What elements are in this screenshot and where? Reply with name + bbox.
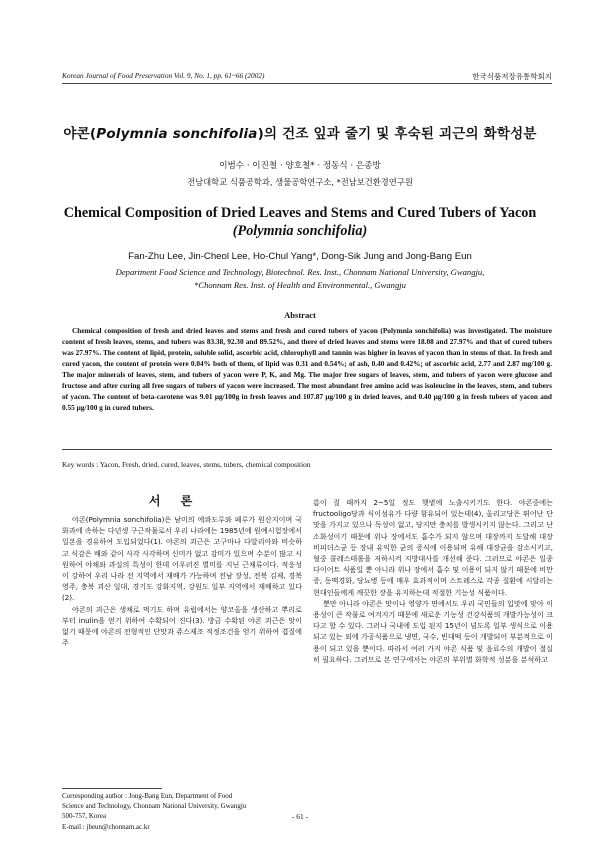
abstract-text: Chemical composition of fresh and dried leaves and stems and fresh and cured tubers of yacon (Polymnia sonchifolia) was investigated. The moisture content of fresh leaves, stems, and tubers was 83.38, 92.30 and 89.52%, and there of dried leaves and stems were 18.08 and 27.97% and that of cured tubers was 27.97%. The content of lipid, protein, soluble solid, ascorbic acid, chlorophyll and tannin was higher in leaves of yacon than in stems of that. In fresh and cured yacon, the content of protein were 0.04% both of them, of lipid was 0.31 and 0.54%; of ash, 0.40 and 0.42%; of ascorbic acid, 2.77 and 2.87 mg/100 g. The major minerals of leaves, stem, and tubers of yacon were P, K, and Mg. The major free sugars of leaves, stem, and tubers of yacon were glucose and fructose and after curing all free sugars of tubers of yacon were increased. The most abundant free amino acid was isoleucine in the leaves, stem, and tubers of yacon. The content of beta-carotene was 9.01 μg/100g in fresh leaves and 107.87 μg/100 g in dried leaves, and 0.40 μg/100 g in fresh tubers of yacon and 0.55 μg/100 g in cured tubers. <box>62 326 552 412</box>
paragraph: 름이 질 때까지 2~5일 정도 햇볕에 노출시키기도 한다. 야콘중에는 fructooligo당과 식이섬유가 다량 함유되어 있는데(4), 올리고당은 뛰어난 단맛을 가지고 있으나 독성이 없고, 당지만 충치를 발생시키지 않는다. 그리고 난소화성이기 때문에 위나 장에서도 흡수가 되지 않으며 대장까지 도달해 대장 비피더스균 등 장내 유익한 균의 증식에 이용되며 유해 대장균을 감소시키고, 혈중 콜레스테롤을 저하시켜 지방대사를 개선해 준다. 그러므로 야콘은 일종 다이어트 식품일 뿐 아니라 위나 장에서 흡수 및 이용이 되지 않기 때문에 비만증, 동맥경화, 당뇨병 등에 매우 효과적이며 스트레스로 각종 질환에 시달리는 현대인들에게 깨끗한 장을 유지하는데 적절한 기능성 식품이다. <box>313 498 553 597</box>
introduction-left-column <box>62 514 302 648</box>
footnote-rule <box>62 788 162 789</box>
species-name: Polymnia sonchifolia <box>96 126 258 142</box>
english-title: Chemical Composition of Dried Leaves and Stems and Cured Tubers of Yacon (Polymnia sonchifolia) <box>63 205 537 239</box>
header-rule <box>62 83 552 84</box>
section-heading-introduction: 서 론 <box>148 494 201 508</box>
page-number: - 61 - <box>291 812 309 821</box>
paragraph: 야콘의 괴근은 생채로 먹기도 하며 유럽에서는 양코올을 생산하고 뿌리로부터 inulin을 얻기 위하여 수확되어 진다(3). 방금 수확된 야콘 괴근은 맛이 없기 때문에 야콘의 전형적인 단맛과 쥬스제조 적정조건을 얻기 위하여 겹질에 주 <box>62 604 302 648</box>
paragraph: 뿐만 아니라 야콘은 맛이나 영양가 면에서도 우리 국민들의 입맛에 맞아 이용성이 큰 작물로 여겨지기 때문에 새로운 기능성 건강식품의 개발가능성이 크다고 할 수 있다. 그러나 국내에 도입 된지 15년이 넘도록 일부 생식으로 이용되고 있는 외에 가공식품으로 냉면, 국수, 빈대떡 등이 개발되어 부분적으로 이용이 되고 있을 뿐이다. 따라서 여러 가지 야콘 식품 및 음료수의 개발이 절실히 필요하다. 그러므로 본 연구에서는 야콘의 부위별 화학적 성분을 분석하고 <box>313 598 553 664</box>
journal-header: Korean Journal of Food Preservation Vol. 9, No. 1, pp. 61~66 (2002) <box>62 71 265 80</box>
keywords: Key words : Yacon, Fresh, dried, cured, leaves, stems, tubers, chemical composition <box>62 460 311 469</box>
english-authors: Fan-Zhu Lee, Jin-Cheol Lee, Ho-Chul Yang*, Dong-Sik Jung and Jong-Bang Eun <box>128 251 472 262</box>
society-header: 한국식품저장유통학회지 <box>472 72 552 81</box>
corresponding-author-footnote: Corresponding author : Jong-Bang Eun, Department of Food Science and Technology, Chonnam National University, Gwangju 500-757, Korea E-mail : jbeun@chonnam.ac.kr <box>62 792 247 831</box>
abstract-rule <box>62 449 552 450</box>
korean-affiliation: 전남대학교 식품공학과, 생물공학연구소, *전남보건환경연구원 <box>187 177 413 187</box>
english-affiliation: Department Food Science and Technology, Biotechnol. Res. Inst., Chonnam National University, Gwangju, *Chonnam Res. Inst. of Health and Environmental., Gwangju <box>115 267 485 290</box>
korean-title: 야콘(Polymnia sonchifolia)의 건조 잎과 줄기 및 후숙된 괴근의 화학성분 <box>63 126 537 142</box>
korean-authors: 이범수 · 이진철 · 양호철* · 정동식 · 은종방 <box>219 161 381 171</box>
abstract-heading: Abstract <box>284 310 316 320</box>
paragraph: 야콘(Polymnia sonchifolia)은 남미의 에콰도루와 페루가 원산지이며 국화과에 속하는 다년생 구근작물로서 우리 나라에는 1985년에 원예시험장에서 일본을 경유하여 도입되었다(1). 야콘의 괴근은 고구마나 다알리아와 비슷하고 식감은 배와 같이 사각 사각하며 신미가 없고 감미가 있으며 수분이 많고 시원하여 야채와 과실의 특성이 한데 어우러진 별미를 지닌 근채류이다. 적응성이 강하여 우리 나라 전 지역에서 재배가 가능하며 전남 장성, 전북 김제, 경북 영주, 충북 괴산 일대, 경기도 강화지역, 강원도 일부 지역에서 재배하고 있다(2). <box>62 515 302 603</box>
introduction-right-column <box>313 497 553 665</box>
